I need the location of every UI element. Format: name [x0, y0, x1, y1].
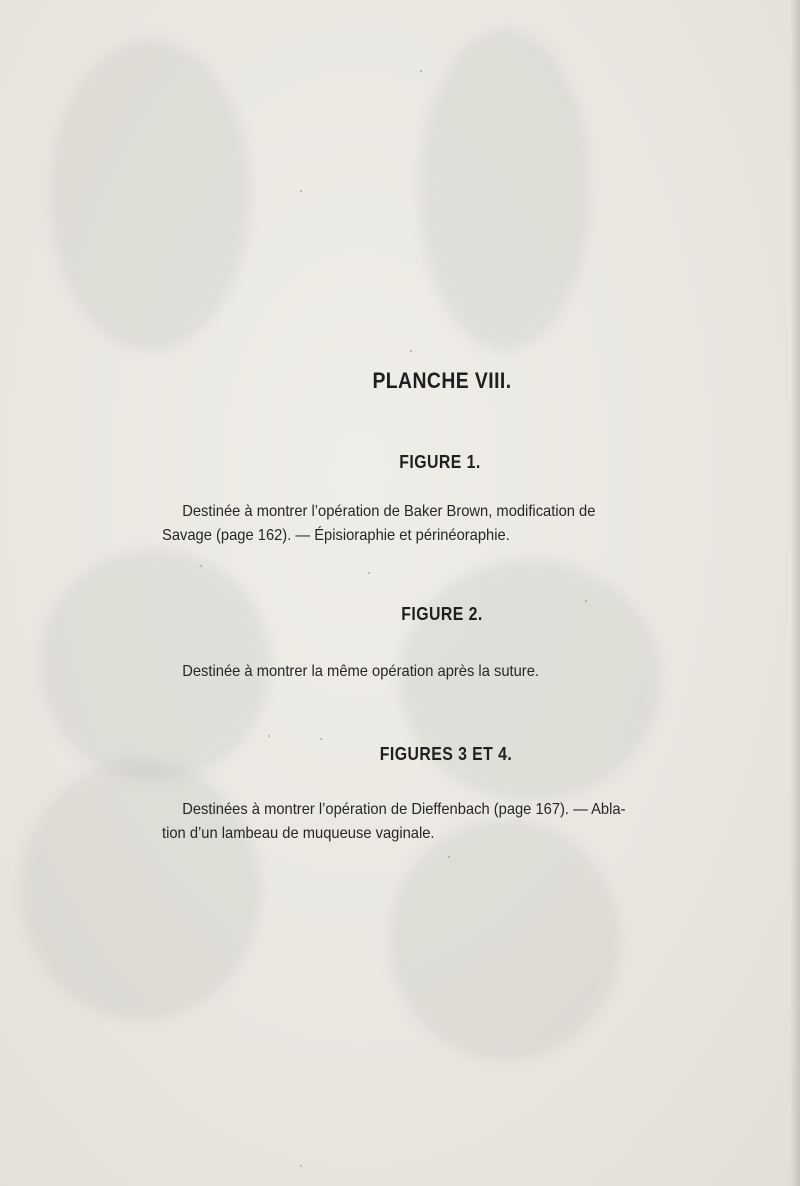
paper-speck — [300, 1165, 302, 1167]
paper-speck — [320, 738, 322, 740]
figure-1-caption — [162, 500, 696, 548]
figure-2-heading: FIGURE 2. — [401, 604, 483, 624]
paper-speck — [268, 735, 270, 737]
show-through-figure-top-right — [420, 30, 590, 350]
figure-2-caption — [162, 660, 696, 684]
caption-line: Destinées à montrer l’opération de Dieffenbach (page 167). — Abla- — [182, 801, 626, 818]
caption-line: Destinée à montrer l’opération de Baker Brown, modification de — [182, 503, 596, 520]
caption-line: tion d’un lambeau de muqueuse vaginale. — [162, 825, 435, 842]
figures-3-4-caption — [162, 798, 696, 846]
plate-title: PLANCHE VIII. — [372, 368, 512, 393]
paper-speck — [368, 572, 370, 574]
show-through-figure-bottom-right — [390, 820, 620, 1060]
paper-speck — [410, 350, 412, 352]
caption-line: Destinée à montrer la même opération après la suture. — [182, 663, 539, 680]
paper-speck — [420, 70, 422, 72]
show-through-figure-top-left — [50, 40, 250, 350]
figures-3-4-heading: FIGURES 3 ET 4. — [379, 744, 513, 764]
paper-speck — [300, 190, 302, 192]
caption-line: Savage (page 162). — Épisioraphie et périnéoraphie. — [162, 527, 510, 544]
paper-speck — [448, 856, 450, 858]
paper-speck — [200, 565, 202, 567]
paper-speck — [585, 600, 587, 602]
page-edge-shadow — [790, 0, 800, 1186]
figure-1-heading: FIGURE 1. — [399, 452, 481, 472]
